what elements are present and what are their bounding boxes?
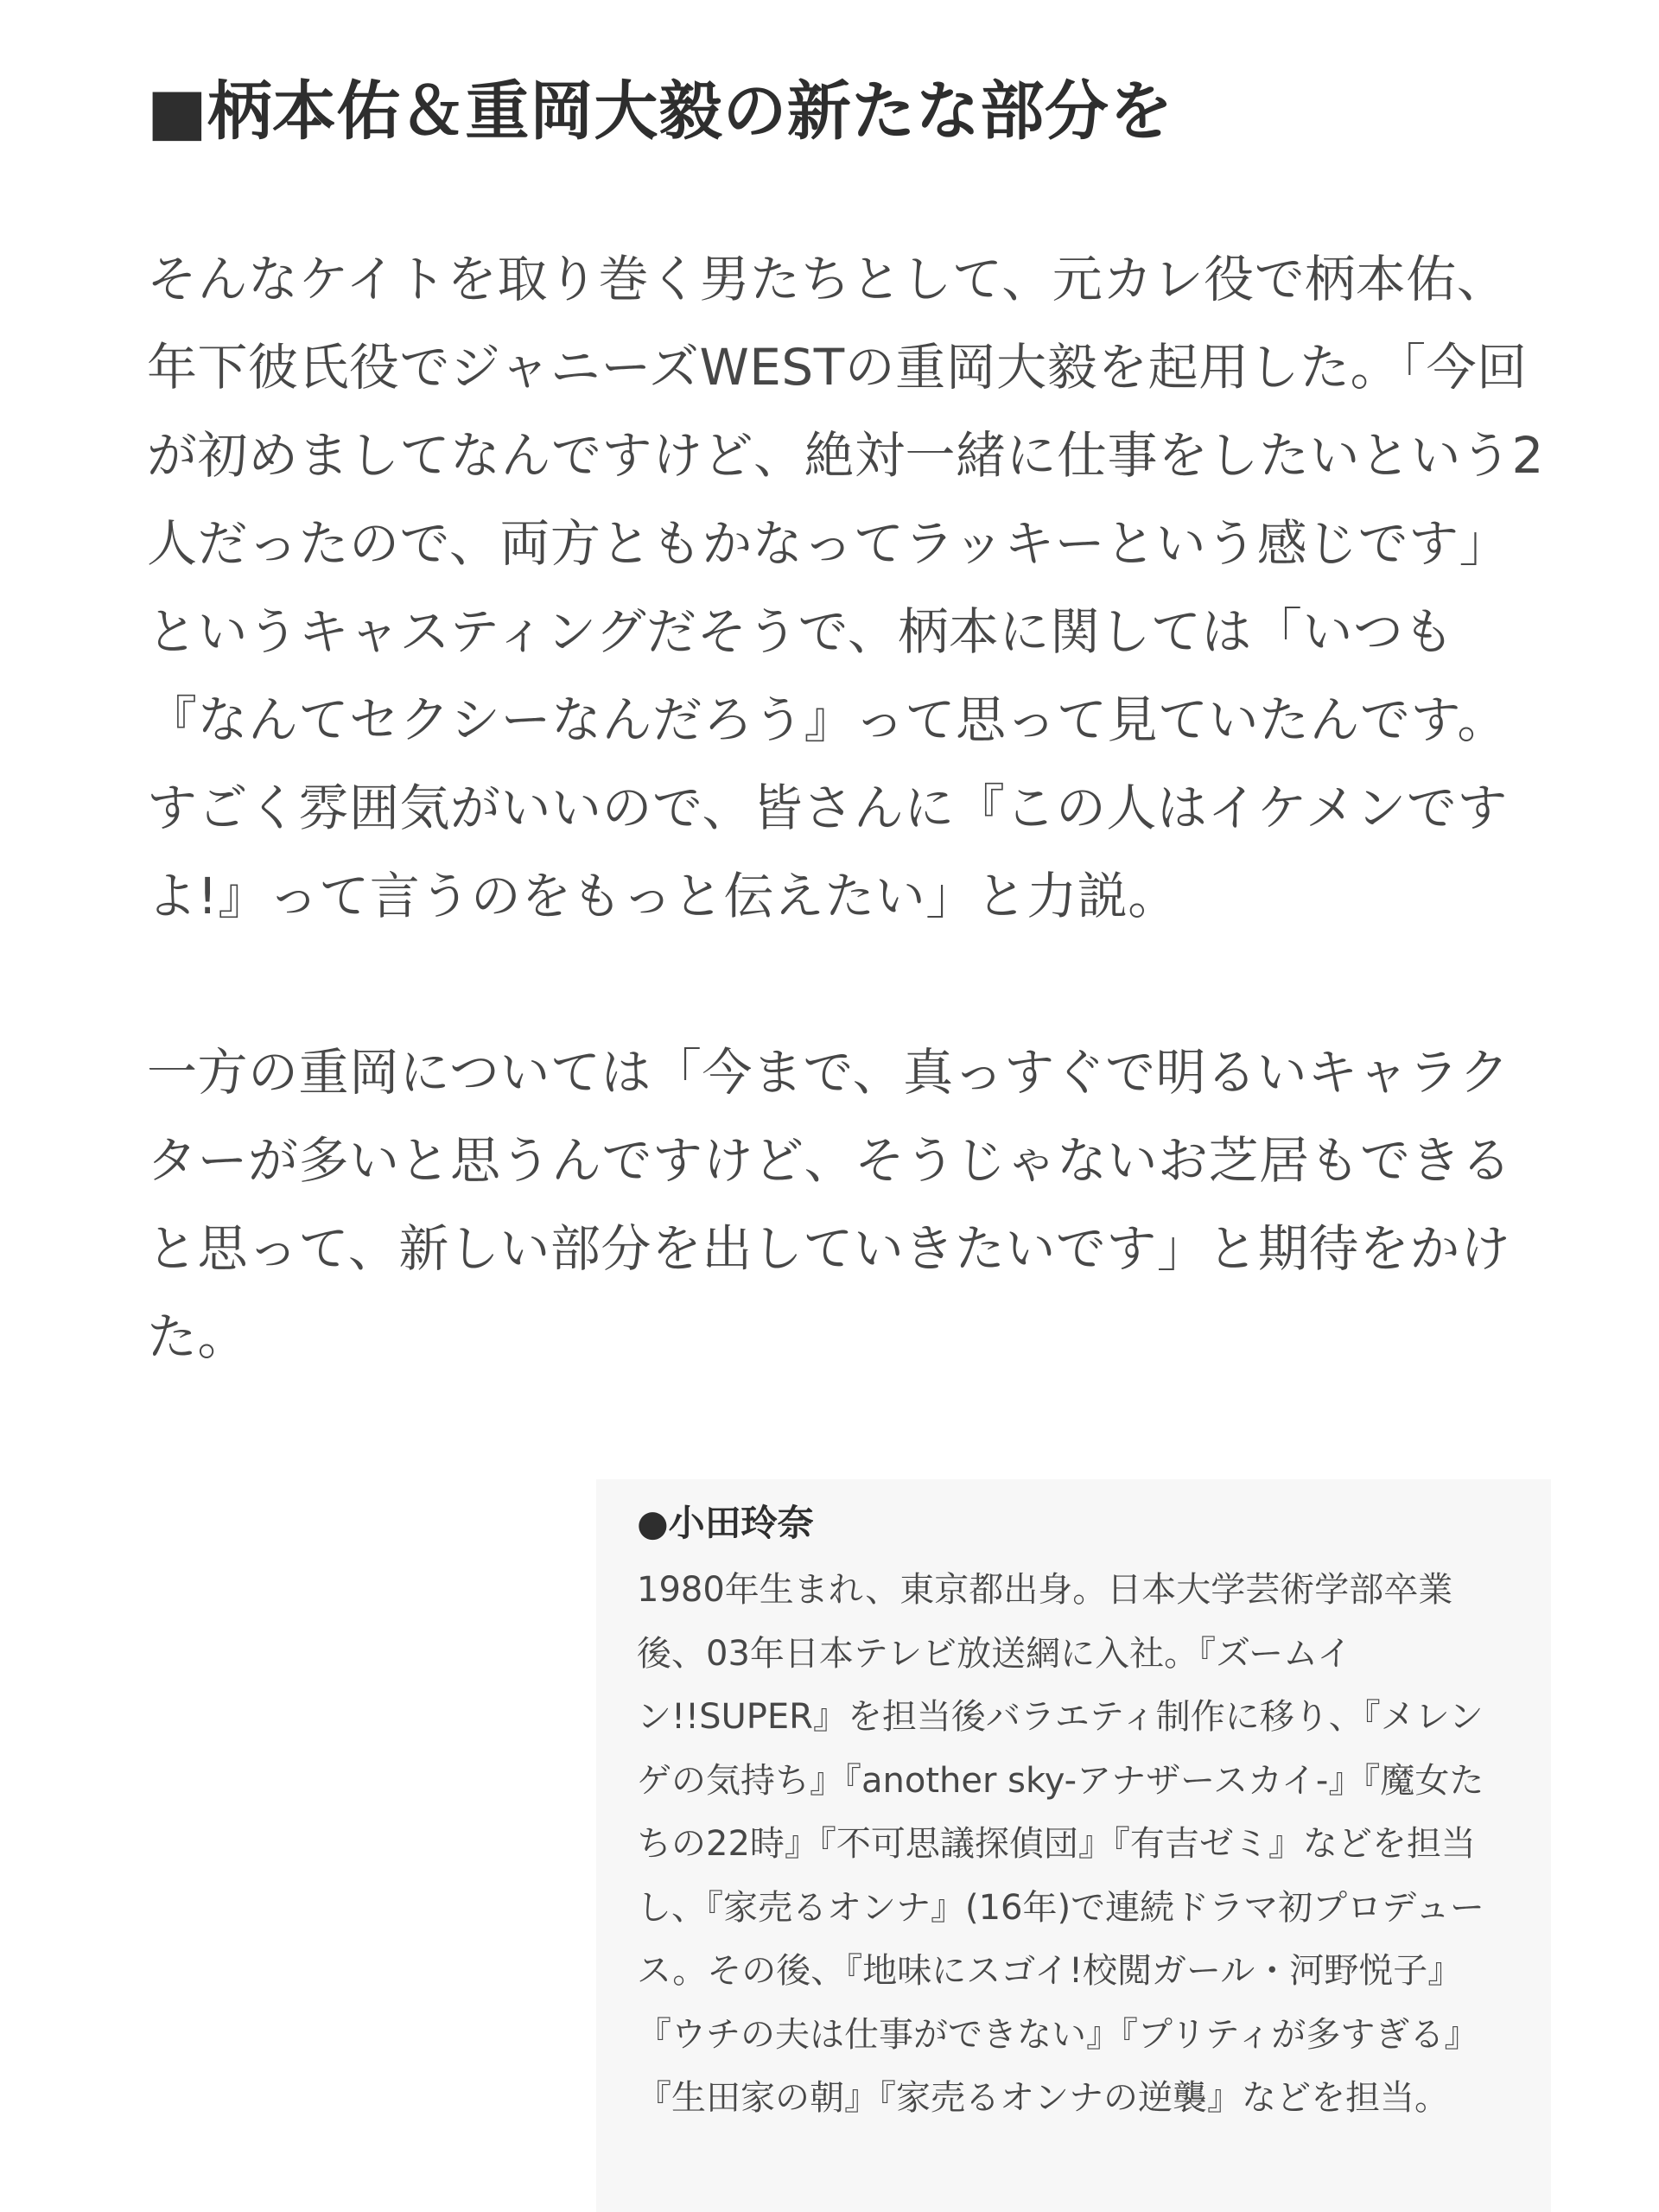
article-paragraph-1: そんなケイトを取り巻く男たちとして、元カレ役で柄本佑、年下彼氏役でジャニーズWESTの重岡大毅を起用した。「今回が初めましてなんですけど、絶対一緒に仕事をしたいという2人だったので、両方ともかなってラッキーという感じです」というキャスティングだそうで、柄本に関しては「いつも『なんてセクシーなんだろう』って思って見ていたんです。すごく雰囲気がいいので、皆さんに『この人はイケメンですよ!』って言うのをもっと伝えたい」と力説。 (147, 250, 1544, 925)
producer-profile-box (596, 1479, 1551, 2212)
article-paragraph-2: 一方の重岡については「今まで、真っすぐで明るいキャラクターが多いと思うんですけど、そうじゃないお芝居もできると思って、新しい部分を出していきたいです」と期待をかけた。 (147, 1043, 1512, 1366)
section-heading: ■柄本佑＆重岡大毅の新たな部分を (147, 74, 1173, 149)
profile-name: ●小田玲奈 (637, 1502, 814, 1544)
article-body (147, 60, 1547, 1381)
profile-bio: 1980年生まれ、東京都出身。日本大学芸術学部卒業後、03年日本テレビ放送網に入社。『ズームイン!!SUPER』を担当後バラエティ制作に移り、『メレンゲの気持ち』『another sky-アナザースカイ-』『魔女たちの22時』『不可思議探偵団』『有吉ゼミ』などを担当し、『家売るオンナ』(16年)で連続ドラマ初プロデュース。その後、『地味にスゴイ!校閲ガール・河野悦子』『ウチの夫は仕事ができない』『プリティが多すぎる』『生田家の朝』『家売るオンナの逆襲』などを担当。 (637, 1570, 1484, 2118)
